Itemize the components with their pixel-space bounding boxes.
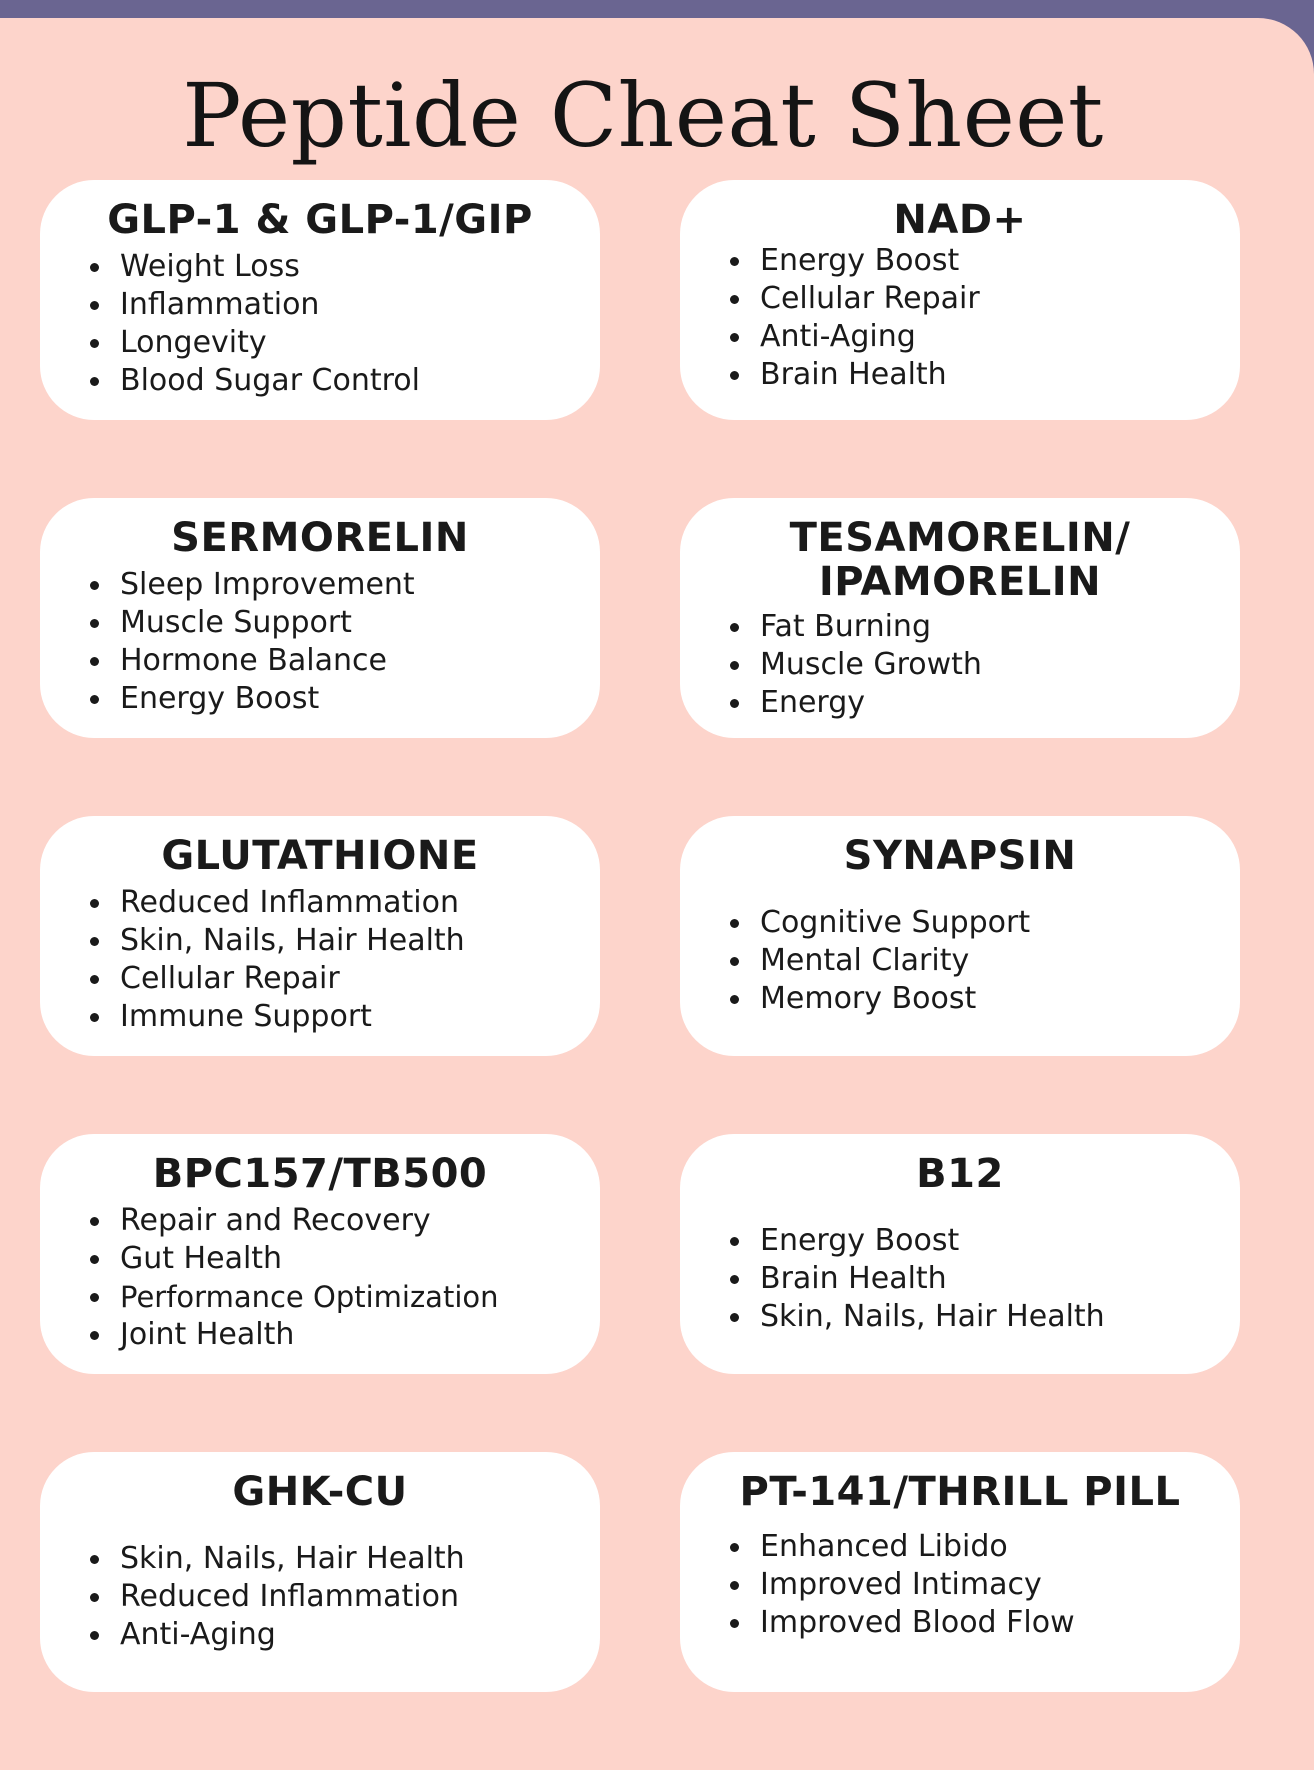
list-item: Reduced Inflammation <box>120 1578 600 1616</box>
list-item: Immune Support <box>120 998 600 1036</box>
list-item: Repair and Recovery <box>120 1202 600 1240</box>
benefit-list <box>680 904 1240 1018</box>
list-item: Memory Boost <box>760 980 1240 1018</box>
list-item: Reduced Inflammation <box>120 884 600 922</box>
list-item: Weight Loss <box>120 248 600 286</box>
page-title: Peptide Cheat Sheet <box>182 64 1104 167</box>
benefit-list <box>40 1202 600 1354</box>
list-item: Skin, Nails, Hair Health <box>120 922 600 960</box>
card-synapsin <box>680 816 1240 1056</box>
list-item: Improved Intimacy <box>760 1566 1240 1604</box>
list-item: Cellular Repair <box>120 960 600 998</box>
list-item: Joint Health <box>120 1316 600 1354</box>
list-item: Cognitive Support <box>760 904 1240 942</box>
benefit-list <box>680 1222 1240 1336</box>
list-item: Blood Sugar Control <box>120 362 600 400</box>
list-item: Cellular Repair <box>760 280 1240 318</box>
card-glp1 <box>40 180 600 420</box>
card-tesamorelin-ipamorelin <box>680 498 1240 738</box>
card-title: NAD+ <box>893 197 1027 243</box>
benefit-list <box>40 884 600 1036</box>
list-item: Brain Health <box>760 356 1240 394</box>
list-item: Muscle Support <box>120 604 600 642</box>
card-title: SERMORELIN <box>171 515 469 561</box>
list-item: Longevity <box>120 324 600 362</box>
list-item: Muscle Growth <box>760 646 1240 684</box>
list-item: Mental Clarity <box>760 942 1240 980</box>
card-title: GHK-CU <box>232 1469 408 1515</box>
list-item: Energy Boost <box>120 680 600 718</box>
card-title: GLP-1 & GLP-1/GIP <box>107 197 533 243</box>
card-ghk-cu <box>40 1452 600 1692</box>
list-item: Anti-Aging <box>760 318 1240 356</box>
card-glutathione <box>40 816 600 1056</box>
benefit-list <box>680 242 1240 394</box>
card-title: PT-141/THRILL PILL <box>739 1469 1181 1515</box>
list-item: Skin, Nails, Hair Health <box>120 1540 600 1578</box>
cheat-sheet-panel <box>0 18 1314 1770</box>
list-item: Gut Health <box>120 1240 600 1278</box>
list-item: Brain Health <box>760 1260 1240 1298</box>
list-item: Energy Boost <box>760 1222 1240 1260</box>
list-item: Enhanced Libido <box>760 1528 1240 1566</box>
list-item: Energy <box>760 684 1240 722</box>
card-bpc157-tb500 <box>40 1134 600 1374</box>
list-item: Performance Optimization <box>120 1278 600 1316</box>
list-item: Hormone Balance <box>120 642 600 680</box>
list-item: Anti-Aging <box>120 1616 600 1654</box>
card-nad <box>680 180 1240 420</box>
list-item: Fat Burning <box>760 608 1240 646</box>
benefit-list <box>40 248 600 400</box>
list-item: Improved Blood Flow <box>760 1604 1240 1642</box>
card-title: GLUTATHIONE <box>161 833 479 879</box>
card-sermorelin <box>40 498 600 738</box>
benefit-list <box>40 1540 600 1654</box>
card-title: B12 <box>916 1151 1004 1197</box>
list-item: Skin, Nails, Hair Health <box>760 1298 1240 1336</box>
list-item: Inflammation <box>120 286 600 324</box>
card-b12 <box>680 1134 1240 1374</box>
card-title: TESAMORELIN/ IPAMORELIN <box>789 515 1131 605</box>
list-item: Energy Boost <box>760 242 1240 280</box>
card-pt141-thrill-pill <box>680 1452 1240 1692</box>
benefit-list <box>40 566 600 718</box>
card-title: BPC157/TB500 <box>152 1151 488 1197</box>
benefit-list <box>680 1528 1240 1642</box>
card-title: SYNAPSIN <box>843 833 1077 879</box>
benefit-list <box>680 608 1240 722</box>
list-item: Sleep Improvement <box>120 566 600 604</box>
